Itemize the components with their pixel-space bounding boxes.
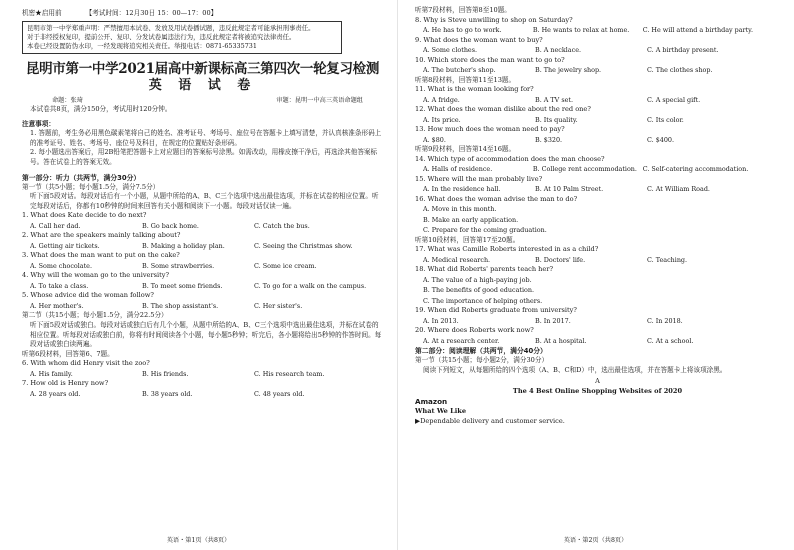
question-9: 9. What does the woman want to buy?	[415, 35, 543, 44]
exam-time: 【考试时间：12月30日 15：00—17：00】	[85, 9, 218, 17]
part-2-heading: 第二部分：阅读理解（共两节，满分40分）	[415, 347, 547, 355]
option: C. At a school.	[647, 336, 694, 345]
options-10	[415, 65, 780, 75]
option: C. In 2018.	[647, 316, 683, 325]
option: B. Its quality.	[535, 115, 578, 124]
option: A. Some chocolate.	[30, 261, 92, 270]
option: B. Doctors' life.	[535, 255, 586, 264]
option: C. To go for a walk on the campus.	[254, 281, 366, 290]
option: A. In the residence hall.	[423, 185, 501, 194]
option: C. Some ice cream.	[254, 261, 317, 270]
option: C. Seeing the Christmas show.	[254, 241, 353, 250]
option: B. The jewelry shop.	[535, 66, 602, 75]
option: B. 38 years old.	[142, 389, 193, 398]
option: B. His friends.	[142, 369, 189, 378]
question-10: 10. Which store does the man want to go to?	[415, 55, 565, 64]
option: A. Halls of residence.	[423, 165, 493, 174]
option: A. In 2013.	[423, 316, 459, 325]
page-footer: 英语・第1页（共8页）	[166, 537, 231, 544]
option: A. To take a class.	[30, 281, 89, 290]
options-15	[415, 184, 780, 194]
options-14	[415, 164, 780, 174]
option: A. Some clothes.	[423, 46, 478, 55]
question-2: 2. What are the speakers mainly talking about?	[22, 231, 181, 240]
question-17: 17. What was Camille Roberts interested in as a child?	[415, 245, 599, 254]
options-8	[415, 25, 780, 35]
question-11: 11. What is the woman looking for?	[415, 85, 534, 94]
part-1-heading: 第一部分：听力（共两节，满分30分）	[22, 173, 141, 182]
option: A. Medical research.	[423, 255, 491, 264]
question-20: 20. Where does Roberts work now?	[415, 326, 534, 334]
option: B. Make an early application.	[423, 215, 519, 224]
option: A. A fridge.	[423, 95, 460, 104]
question-12: 12. What does the woman dislike about the red one?	[415, 105, 591, 114]
options-9	[415, 45, 780, 55]
section-1-heading: 第一节（共5小题；每小题1.5分，满分7.5分）	[22, 182, 160, 191]
option: A. At a research center.	[423, 336, 500, 345]
option: C. 48 years old.	[254, 389, 305, 398]
option: A. Move in this month.	[423, 205, 497, 214]
bullet-point: ▶Dependable delivery and customer service.	[415, 416, 565, 425]
notice-line: 昆明市第一中学郑重声明：严禁擅用本试卷、发放及用试卷播试题，违反此规定者可能承担刑事责任。	[27, 24, 315, 32]
meta-line	[22, 96, 383, 105]
option: B. The benefits of good education.	[423, 286, 534, 295]
option: C. Self-catering accommodation.	[642, 165, 749, 174]
option: C. At William Road.	[647, 185, 710, 194]
exam-subtitle: 英 语 试 卷	[148, 78, 257, 93]
question-16: 16. What does the woman advise the man to do?	[415, 194, 578, 203]
option: A. Its price.	[423, 115, 461, 124]
notes-title: 注意事项：	[22, 119, 55, 128]
exam-title: 昆明市第一中学2021届高中新课标高三第四次一轮复习检测	[25, 61, 380, 77]
question-6: 6. With whom did Henry visit the zoo?	[22, 359, 150, 368]
option: B. College rent accommodation.	[532, 165, 637, 174]
material-7-heading: 听第7段材料，回答第8至10题。	[415, 6, 511, 14]
notice-line: 本卷已经设置防伪水印，一经发现将追究相关责任。举报电话：0871-65335731	[27, 42, 257, 50]
option: B. At 10 Palm Street.	[535, 185, 604, 194]
options-17	[415, 255, 780, 265]
option: C. Teaching.	[647, 255, 688, 264]
options-20	[415, 336, 780, 346]
question-5: 5. Whose advice did the woman follow?	[22, 291, 154, 300]
options-5	[22, 301, 383, 311]
question-15: 15. Where will the man probably live?	[415, 174, 543, 183]
question-1: 1. What does Kate decide to do next?	[22, 211, 147, 220]
options-13	[415, 135, 780, 145]
material-6-heading: 听第6段材料，回答第6、7题。	[22, 349, 114, 358]
option: A. The butcher's shop.	[423, 66, 496, 75]
header-line	[22, 8, 383, 18]
option: C. Her sister's.	[254, 301, 303, 310]
option: B. At a hospital.	[535, 336, 587, 345]
intro: 本试卷共8页，满分150分，考试用时120分钟。	[30, 105, 172, 113]
section-2-heading: 第二节（共15小题；每小题1.5分，满分22.5分）	[22, 311, 168, 320]
question-4: 4. Why will the woman go to the university?	[22, 271, 170, 280]
reading-section-1-heading: 第一节（共15小题；每小题2分，满分30分）	[415, 356, 549, 364]
page-footer: 英语・第2页（共8页）	[563, 537, 628, 544]
reviewer: 审题：昆明一中高三英语命题组	[276, 97, 363, 104]
option: C. $400.	[647, 135, 675, 144]
amazon-heading: Amazon	[415, 397, 448, 407]
option: B. Go back home.	[142, 221, 199, 230]
option: C. A birthday present.	[647, 46, 719, 55]
copyright-notice-box	[22, 21, 342, 54]
option: C. He will attend a birthday party.	[642, 26, 753, 35]
author: 命题：张琦	[52, 97, 83, 104]
option: C. The clothes shop.	[647, 66, 713, 75]
option: B. A TV set.	[535, 95, 573, 104]
option: B. The shop assistant's.	[142, 301, 219, 310]
options-3	[22, 261, 383, 271]
option: A. Call her dad.	[30, 221, 81, 230]
option: B. To meet some friends.	[142, 281, 223, 290]
option: C. His research team.	[254, 369, 325, 378]
option: C. A special gift.	[647, 95, 701, 104]
exam-page-right	[397, 0, 794, 550]
question-7: 7. How old is Henry now?	[22, 379, 109, 388]
question-13: 13. How much does the woman need to pay?	[415, 125, 565, 134]
option: B. $320.	[535, 135, 563, 144]
option: B. Making a holiday plan.	[142, 241, 225, 250]
option: B. In 2017.	[535, 316, 571, 325]
question-8: 8. Why is Steve unwilling to shop on Saturday?	[415, 15, 573, 24]
options-19	[415, 316, 780, 326]
what-we-like-heading: What We Like	[415, 407, 467, 416]
option: A. The value of a high-paying job.	[423, 275, 532, 284]
passage-letter: A	[595, 377, 600, 386]
option: C. Catch the bus.	[254, 221, 310, 230]
notice-line: 对于非经授权复印，提前公开、复印、分发试卷属违法行为，违反此规定者将被追究法律责任。	[27, 33, 296, 41]
options-7	[22, 389, 383, 399]
question-19: 19. When did Roberts graduate from university?	[415, 306, 577, 314]
options-1	[22, 221, 383, 231]
material-8-heading: 听第8段材料，回答第11至13题。	[415, 75, 516, 84]
option: A. Her mother's.	[30, 301, 84, 310]
material-10-heading: 听第10段材料，回答第17至20题。	[415, 235, 520, 244]
section-1-instructions: 听下面5段对话。每段对话后有一个小题，从题中所给的A、B、C三个选项中选出最佳选项，并标在试卷的相应位置。听完每段对话后，你都有10秒钟的时间来回答有关小题和阅读下一小题。每段对话仅读一遍。	[30, 192, 379, 210]
material-9-heading: 听第9段材料，回答第14至16题。	[415, 145, 516, 154]
option: A. He has to go to work.	[423, 26, 502, 35]
option: A. $80.	[423, 135, 446, 144]
option: A. Getting air tickets.	[30, 241, 100, 250]
question-18: 18. What did Roberts' parents teach her?	[415, 265, 554, 274]
question-3: 3. What does the man want to put on the cake?	[22, 251, 180, 260]
options-12	[415, 115, 780, 125]
option: B. He wants to relax at home.	[532, 26, 630, 35]
options-4	[22, 281, 383, 291]
question-14: 14. Which type of accommodation does the man choose?	[415, 154, 605, 163]
option: C. The importance of helping others.	[423, 296, 543, 305]
note-2: 2. 每小题选出答案后，用2B铅笔把答题卡上对应题目的答案标号涂黑。如需改动，用橡皮擦干净后，再选涂其他答案标号。答在试卷上的答案无效。	[30, 148, 378, 166]
confidential-tag: 机密★启用前	[22, 9, 62, 17]
option: A. His family.	[30, 369, 73, 378]
note-1: 1. 答题前，考生务必用黑色碳素笔将自己的姓名、准考证号、考场号、座位号在答题卡上填写清楚，并认真核准条形码上的准考证号、姓名、考场号、座位号及科目，在规定的位置贴好条形码。	[30, 129, 382, 147]
option: C. Prepare for the coming graduation.	[423, 226, 547, 235]
section-2-instructions: 听下面5段对话或独白。每段对话或独白后有几个小题，从题中所给的A、B、C三个选项中选出最佳选项，并标在试卷的相应位置。听每段对话或独白前，你将有时间阅读各个小题，每小题5秒钟；听完后，各小题将给出5秒钟的作答时间。每段对话或独白读两遍。	[30, 320, 382, 349]
option: B. Some strawberries.	[142, 261, 215, 270]
options-6	[22, 369, 383, 379]
options-11	[415, 95, 780, 105]
passage-title: The 4 Best Online Shopping Websites of 2020	[512, 386, 683, 395]
option: B. A necklace.	[535, 46, 582, 55]
option: A. 28 years old.	[30, 389, 81, 398]
option: C. Its color.	[647, 115, 684, 124]
options-2	[22, 241, 383, 251]
reading-instructions: 阅读下列短文，从每题所给的四个选项（A、B、C和D）中，选出最佳选项，并在答题卡上将该项涂黑。	[423, 365, 727, 374]
